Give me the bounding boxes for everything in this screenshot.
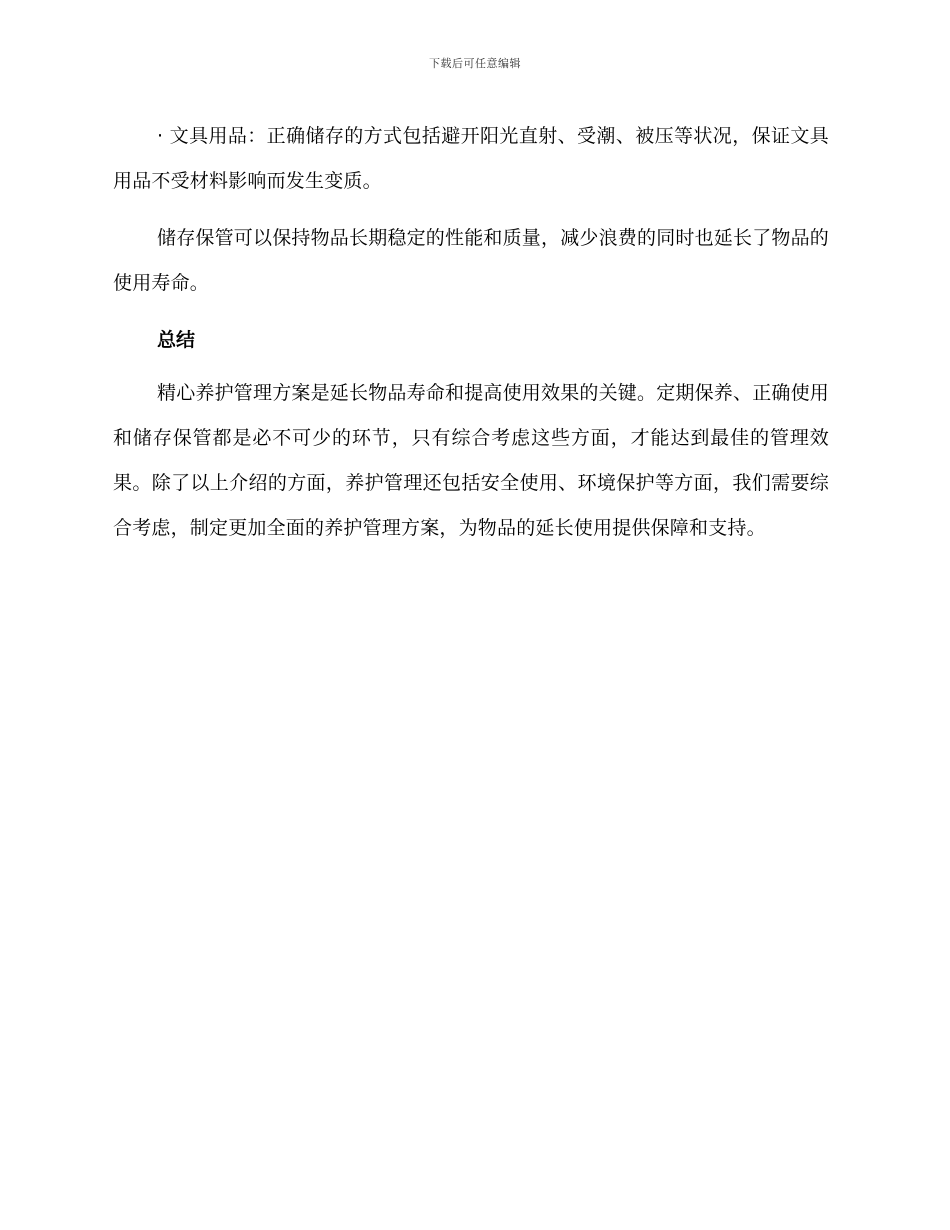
stationery-storage-paragraph: · 文具用品：正确储存的方式包括避开阳光直射、受潮、被压等状况，保证文具用品不受材料影响而发生变质。 [113, 125, 829, 192]
page-header: 下载后可任意编辑 [429, 57, 521, 70]
storage-benefit-paragraph: 储存保管可以保持物品长期稳定的性能和质量，减少浪费的同时也延长了物品的使用寿命。 [113, 227, 830, 294]
summary-heading: 总结 [157, 329, 196, 351]
document-body [113, 114, 829, 563]
summary-paragraph: 精心养护管理方案是延长物品寿命和提高使用效果的关键。定期保养、正确使用和储存保管都是必不可少的环节，只有综合考虑这些方面，才能达到最佳的管理效果。除了以上介绍的方面，养护管理还包括安全使用、环境保护等方面，我们需要综合考虑，制定更加全面的养护管理方案，为物品的延长使用提供保障和支持。 [113, 382, 830, 539]
